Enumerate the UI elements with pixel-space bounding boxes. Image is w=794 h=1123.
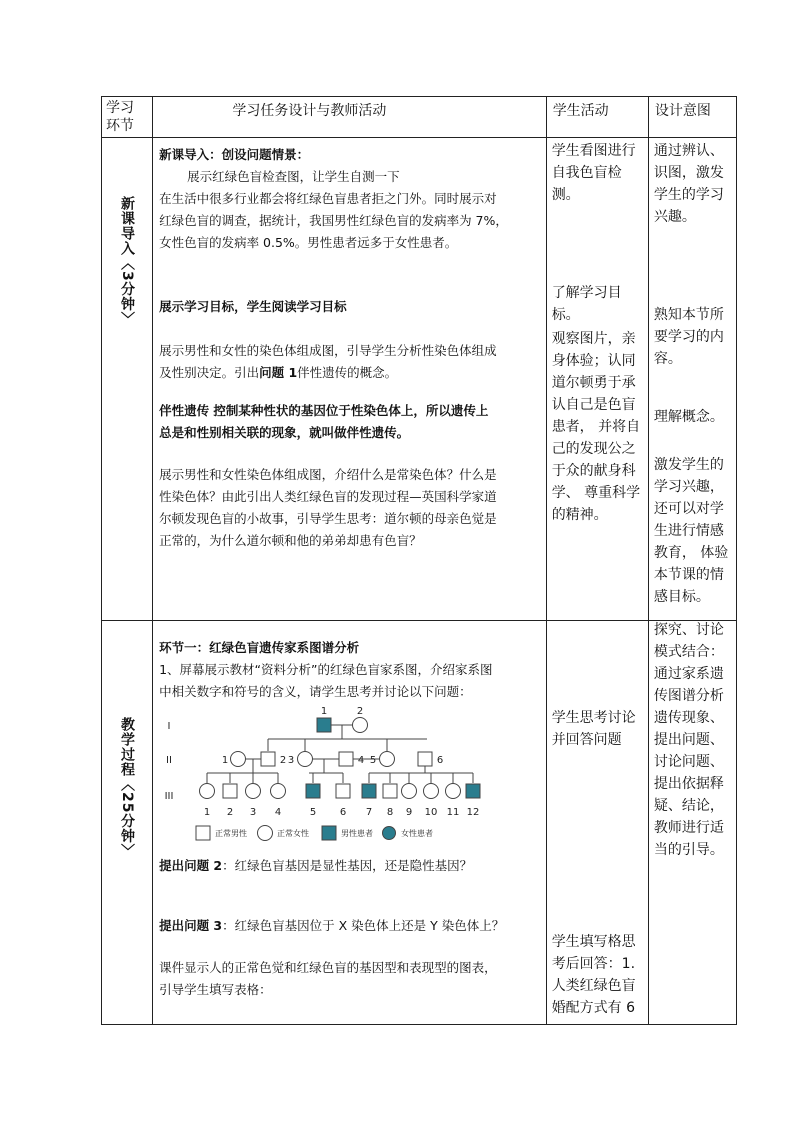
header-student-cell <box>546 97 648 138</box>
header-task: 学习任务设计与教师活动 <box>232 103 387 119</box>
generation-label: III <box>164 791 174 802</box>
pedigree-number: 2 <box>226 807 234 818</box>
pedigree-number: 5 <box>369 755 377 766</box>
header-row <box>102 97 737 138</box>
pedigree-number: 3 <box>287 755 295 766</box>
intro-intent-d: 激发学生的学习兴趣，还可以对学生进行情感教育， 体验本节课的情感目标。 <box>653 457 729 605</box>
pedigree-male-normal <box>418 752 432 766</box>
intro-student-b: 了解学习目标。 <box>551 285 622 323</box>
header-student: 学生活动 <box>552 103 609 119</box>
pedigree-number: 11 <box>446 807 460 818</box>
intro-row <box>102 138 737 621</box>
legend-label: 女性患者 <box>401 829 434 838</box>
step-line-1: 1、屏幕展示教材“资料分析”的红绿色盲家系图，介绍家系图 <box>159 662 493 677</box>
goal-title: 展示学习目标，学生阅读学习目标 <box>159 299 347 314</box>
process-main-cell <box>153 621 547 1025</box>
process-student-b: 学生填写格思考后回答：1.人类红绿色盲婚配方式有 6 <box>551 934 636 1016</box>
legend-female-affected-symbol <box>383 827 396 840</box>
process-student-a: 学生思考讨论并回答问题 <box>551 710 636 748</box>
pedigree-number: 8 <box>386 807 394 818</box>
intro-stage-label: 新课导入〈3分钟〉 <box>119 196 136 327</box>
intro-student-a: 学生看图进行自我色盲检测。 <box>551 143 636 203</box>
pedigree-female-normal <box>446 784 461 799</box>
pedigree-female-normal <box>424 784 439 799</box>
pedigree-male-normal <box>383 784 397 798</box>
table-line-1: 课件显示人的正常色觉和红绿色盲的基因型和表现型的图表， <box>159 960 497 975</box>
intro-main-cell <box>153 138 547 621</box>
intro-student-c: 观察图片，亲身体验；认同道尔顿勇于承认自己是色盲患者， 并将自己的发现公之于众的献身科学、 尊重科学的精神。 <box>551 331 641 523</box>
pedigree-female-normal <box>353 718 368 733</box>
process-row <box>102 621 737 1025</box>
pedigree-number: 1 <box>320 706 328 717</box>
table-line-2: 引导学生填写表格： <box>159 982 272 997</box>
pedigree-female-normal <box>231 752 246 767</box>
definition-line-1: 伴性遗传 控制某种性状的基因位于性染色体上，所以遗传上 <box>159 403 489 418</box>
intro-line-2: 在生活中很多行业都会将红绿色盲患者拒之门外。同时展示对 <box>159 191 497 206</box>
story-line-1: 展示男性和女性染色体组成图，介绍什么是常染色体？什么是 <box>159 467 497 482</box>
pedigree-number: 7 <box>365 807 373 818</box>
intro-intent-a: 通过辨认、识图，激发学生的学习兴趣。 <box>653 143 724 225</box>
pedigree-male-affected <box>317 718 331 732</box>
pedigree-male-normal <box>339 752 353 766</box>
pedigree-male-affected <box>362 784 376 798</box>
legend-label: 正常女性 <box>277 829 310 838</box>
legend-female-normal-symbol <box>258 826 273 841</box>
pedigree-number: 12 <box>466 807 480 818</box>
step-title: 环节一：红绿色盲遗传家系图谱分析 <box>159 640 360 655</box>
process-intent-cell <box>648 621 736 1025</box>
intro-title: 新课导入：创设问题情景： <box>159 147 310 162</box>
header-stage-cell <box>102 97 153 138</box>
pedigree-male-affected <box>466 784 480 798</box>
pedigree-number: 3 <box>249 807 257 818</box>
legend-label: 正常男性 <box>215 829 248 838</box>
intro-line-3: 红绿色盲的调查，据统计，我国男性红绿色盲的发病率为 7%， <box>159 213 508 228</box>
pedigree-female-normal <box>298 752 313 767</box>
story-line-3: 尔顿发现色盲的小故事，引导学生思考：道尔顿的母亲色觉是 <box>159 511 497 526</box>
generation-label: I <box>167 721 171 732</box>
pedigree-female-normal <box>200 784 215 799</box>
pedigree-number: 6 <box>339 807 347 818</box>
legend-male-affected-symbol <box>322 826 336 840</box>
pedigree-number: 1 <box>203 807 211 818</box>
pedigree-shapes <box>196 718 480 841</box>
step-line-2: 中相关数字和符号的含义，请学生思考并讨论以下问题： <box>159 684 472 699</box>
pedigree-number: 2 <box>356 706 364 717</box>
pedigree-number: 6 <box>436 755 444 766</box>
pedigree-number: 5 <box>309 807 317 818</box>
process-stage-cell <box>102 621 153 1025</box>
process-stage-label: 教学过程〈25分钟〉 <box>119 717 136 859</box>
chrom-line-1: 展示男性和女性的染色体组成图，引导学生分析性染色体组成 <box>159 343 497 358</box>
legend-male-normal-symbol <box>196 826 210 840</box>
pedigree-male-affected <box>306 784 320 798</box>
header-stage: 学习 环节 <box>106 100 134 134</box>
intro-intent-cell <box>648 138 736 621</box>
legend-label: 男性患者 <box>341 829 374 838</box>
pedigree-number: 1 <box>221 755 229 766</box>
story-line-2: 性染色体？由此引出人类红绿色盲的发现过程—英国科学家道 <box>159 489 497 504</box>
pedigree-female-normal <box>380 752 395 767</box>
intro-intent-b: 熟知本节所要学习的内容。 <box>653 307 724 367</box>
intro-intent-c: 理解概念。 <box>653 409 724 425</box>
pedigree-number: 2 <box>279 755 287 766</box>
pedigree-female-normal <box>246 784 261 799</box>
question-2: 提出问题 2：红绿色盲基因是显性基因，还是隐性基因？ <box>159 858 473 873</box>
question-3: 提出问题 3：红绿色盲基因位于 X 染色体上还是 Y 染色体上？ <box>159 918 505 933</box>
generation-label: II <box>166 755 173 766</box>
pedigree-male-normal <box>336 784 350 798</box>
pedigree-chart <box>163 705 503 845</box>
intro-student-cell <box>546 138 648 621</box>
pedigree-female-normal <box>402 784 417 799</box>
pedigree-number: 10 <box>424 807 438 818</box>
pedigree-number: 9 <box>405 807 413 818</box>
story-line-4: 正常的，为什么道尔顿和他的弟弟却患有色盲？ <box>159 533 422 548</box>
process-intent-a: 探究、讨论模式结合：通过家系遗传图谱分析遗传现象、提出问题、讨论问题、提出依据释疑、结论，教师进行适当的引导。 <box>653 622 724 858</box>
header-intent: 设计意图 <box>654 103 711 119</box>
chrom-line-2: 及性别决定。引出问题 1伴性遗传的概念。 <box>159 365 398 380</box>
intro-line-4: 女性色盲的发病率 0.5%。男性患者远多于女性患者。 <box>159 235 458 250</box>
pedigree-number: 4 <box>357 755 365 766</box>
lesson-plan-table <box>101 96 737 1025</box>
definition-line-2: 总是和性别相关联的现象，就叫做伴性遗传。 <box>159 425 410 440</box>
pedigree-male-normal <box>223 784 237 798</box>
header-task-cell <box>153 97 547 138</box>
pedigree-number: 4 <box>274 807 282 818</box>
process-student-cell <box>546 621 648 1025</box>
pedigree-female-normal <box>271 784 286 799</box>
pedigree-male-normal <box>261 752 275 766</box>
header-intent-cell <box>648 97 736 138</box>
intro-stage-cell <box>102 138 153 621</box>
intro-line-1: 展示红绿色盲检查图，让学生自测一下 <box>187 169 400 184</box>
